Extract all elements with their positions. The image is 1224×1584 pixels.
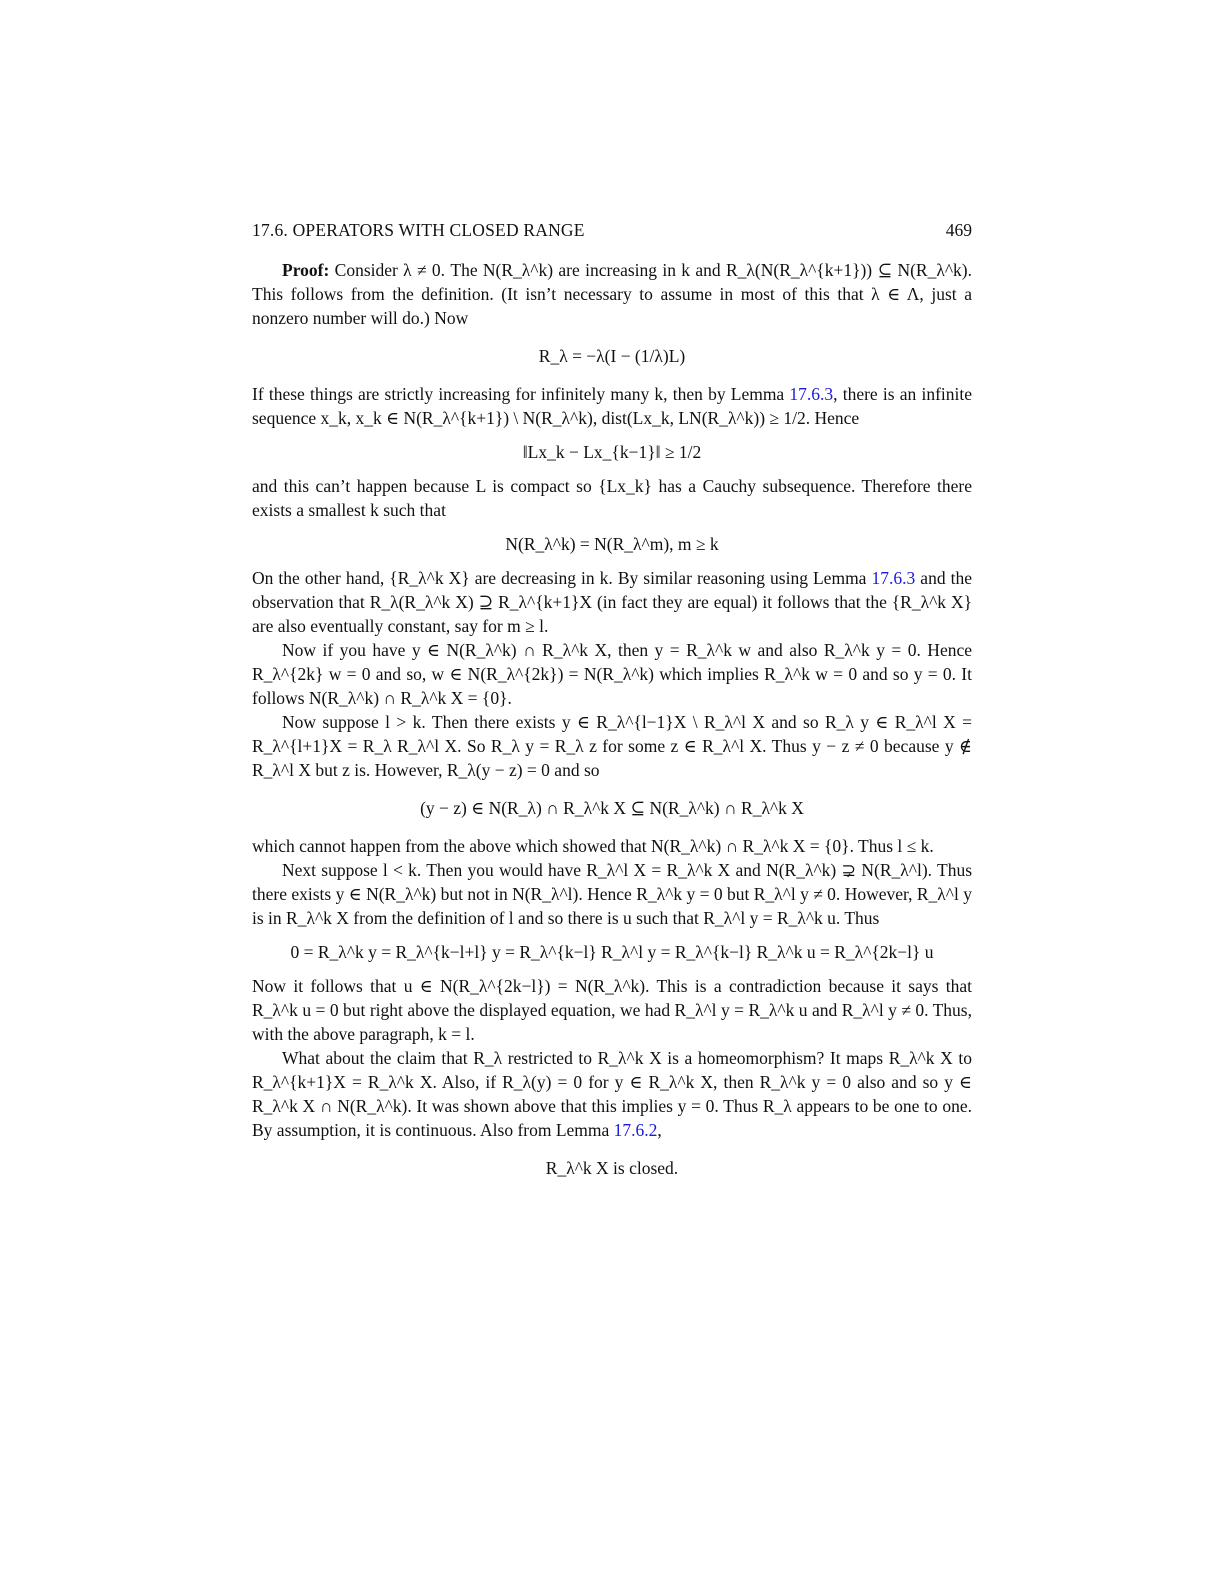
paragraph-4-text-b: and the observation that R_λ(R_λ^k X) ⊇ R_λ^{k+1}X (in fact they are equal) it follows that the {R_λ^k X} are also eventually constant, say for m ≥ l. [252,568,972,636]
equation-5: 0 = R_λ^k y = R_λ^{k−l+l} y = R_λ^{k−l} R_λ^l y = R_λ^{k−l} R_λ^k u = R_λ^{2k−l} u [290,942,934,962]
lemma-link[interactable]: 17.6.2 [613,1120,658,1140]
proof-label: Proof: [282,260,330,280]
paragraph-10-text-a: What about the claim that R_λ restricted to R_λ^k X is a homeomorphism? It maps R_λ^k X to R_λ^{k+1}X = R_λ^k X. Also, if R_λ(y) = 0 for y ∈ R_λ^k X, then R_λ^k y = 0 also and so y ∈ R_λ^k X ∩ N(R_λ^k). It was shown above that this implies y = 0. Thus R_λ appears to be one to one. By assumption, it is continuous. Also from Lemma [252,1048,972,1140]
equation-2: ‖Lx_k − Lx_{k−1}‖ ≥ 1/2 [522,442,702,462]
lemma-link[interactable]: 17.6.3 [789,384,834,404]
paragraph-4 [252,566,972,638]
paragraph-2-text-b: , there is an infinite sequence x_k, x_k ∈ N(R_λ^{k+1}) \ N(R_λ^k), dist(Lx_k, LN(R_λ^k)) ≥ 1/2. Hence [252,384,972,428]
section-title: 17.6. OPERATORS WITH CLOSED RANGE [252,220,585,240]
paragraph-2 [252,382,972,430]
paragraph-9: Now it follows that u ∈ N(R_λ^{2k−l}) = N(R_λ^k). This is a contradiction because it says that R_λ^k u = 0 but right above the displayed equation, we had R_λ^l y = R_λ^k u and R_λ^l y ≠ 0. Thus, with the above paragraph, k = l. [252,976,972,1044]
equation-3: N(R_λ^k) = N(R_λ^m), m ≥ k [505,534,719,554]
equation-6: R_λ^k X is closed. [545,1158,679,1178]
paragraph-2-text-a: If these things are strictly increasing for infinitely many k, then by Lemma [252,384,790,404]
page-number: 469 [945,220,972,240]
equation-4: (y − z) ∈ N(R_λ) ∩ R_λ^k X ⊆ N(R_λ^k) ∩ R_λ^k X [420,798,804,818]
lemma-link[interactable]: 17.6.3 [871,568,916,588]
paragraph-1-text: Consider λ ≠ 0. The N(R_λ^k) are increasing in k and R_λ(N(R_λ^{k+1})) ⊆ N(R_λ^k). This follows from the definition. (It isn’t necessary to assume in most of this that λ ∈ Λ, just a nonzero number will do.) Now [252,260,973,328]
running-header [252,218,972,242]
paragraph-6: Now suppose l > k. Then there exists y ∈ R_λ^{l−1}X \ R_λ^l X and so R_λ y ∈ R_λ^l X = R_λ^{l+1}X = R_λ R_λ^l X. So R_λ y = R_λ z for some z ∈ R_λ^l X. Thus y − z ≠ 0 because y ∉ R_λ^l X but z is. However, R_λ(y − z) = 0 and so [252,712,972,780]
paragraph-3: and this can’t happen because L is compact so {Lx_k} has a Cauchy subsequence. Therefore there exists a smallest k such that [252,476,972,520]
paragraph-10 [252,1046,972,1142]
paragraph-5: Now if you have y ∈ N(R_λ^k) ∩ R_λ^k X, then y = R_λ^k w and also R_λ^k y = 0. Hence R_λ^{2k} w = 0 and so, w ∈ N(R_λ^{2k}) = N(R_λ^k) which implies R_λ^k w = 0 and so y = 0. It follows N(R_λ^k) ∩ R_λ^k X = {0}. [252,640,972,708]
paragraph-8: Next suppose l < k. Then you would have R_λ^l X = R_λ^k X and N(R_λ^k) ⊋ N(R_λ^l). Thus there exists y ∈ N(R_λ^k) but not in N(R_λ^l). Hence R_λ^k y = 0 but R_λ^l y ≠ 0. However, R_λ^l y is in R_λ^k X from the definition of l and so there is u such that R_λ^l y = R_λ^k u. Thus [252,860,972,928]
paragraph-10-text-b: , [657,1120,662,1140]
equation-1: R_λ = −λ(I − (1/λ)L) [538,346,686,366]
paragraph-1 [252,258,972,330]
paragraph-4-text-a: On the other hand, {R_λ^k X} are decreasing in k. By similar reasoning using Lemma [252,568,872,588]
paragraph-7: which cannot happen from the above which showed that N(R_λ^k) ∩ R_λ^k X = {0}. Thus l ≤ k. [252,836,934,856]
page-content [252,218,972,1194]
